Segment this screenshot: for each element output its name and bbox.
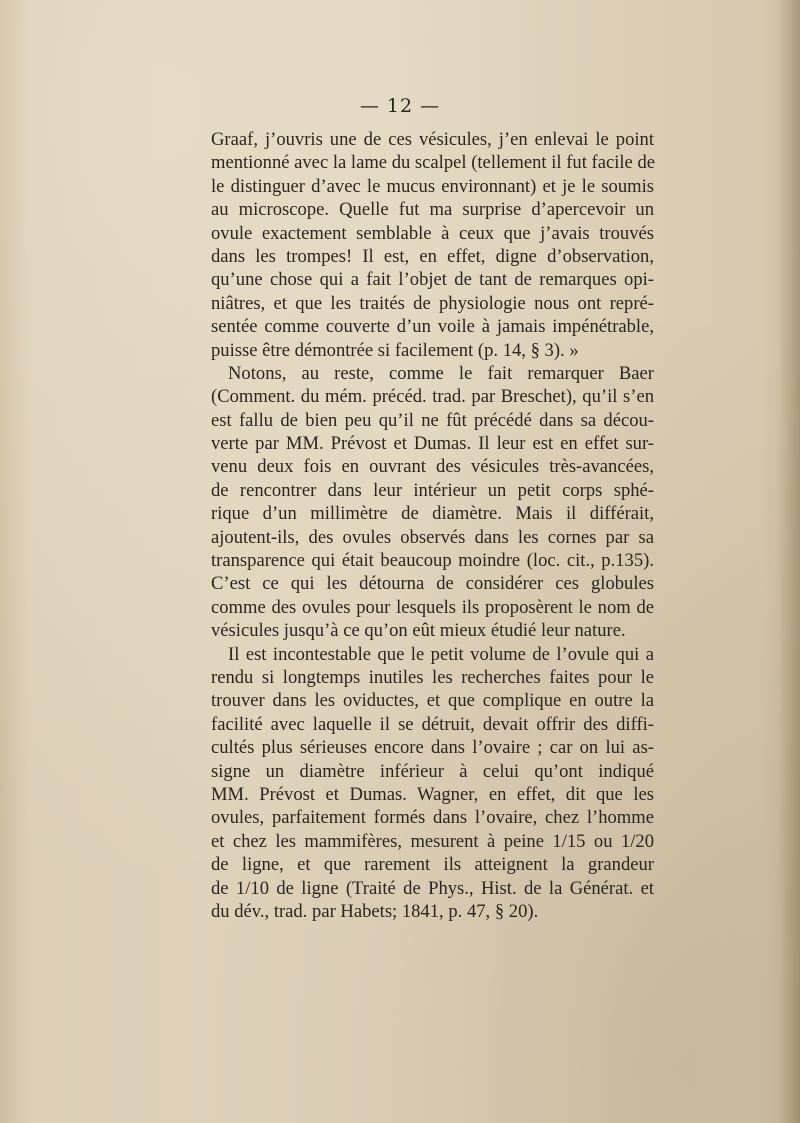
text-line: rique d’un millimètre de diamètre. Mais il différait, xyxy=(211,503,654,525)
text-line: transparence qui était beaucoup moindre (loc. cit., p.135). xyxy=(211,550,654,572)
text-line: ovules, parfaitement formés dans l’ovaire, chez l’homme xyxy=(211,807,654,829)
text-line: du dév., trad. par Habets; 1841, p. 47, § 20). xyxy=(211,900,539,922)
text-line: sentée comme couverte d’un voile à jamais impénétrable, xyxy=(211,316,654,338)
paragraph-start-line: Il est incontestable que le petit volume de l’ovule qui a xyxy=(228,643,654,665)
text-line: verte par MM. Prévost et Dumas. Il leur est en effet sur- xyxy=(211,433,654,455)
text-line: facilité avec laquelle il se détruit, devait offrir des diffi- xyxy=(211,713,654,735)
page-number: — 12 — xyxy=(359,95,441,117)
text-line: de 1/10 de ligne (Traité de Phys., Hist. de la Générat. et xyxy=(211,877,654,899)
text-line: ovule exactement semblable à ceux que j’avais trouvés xyxy=(211,222,654,244)
text-line: trouver dans les oviductes, et que complique en outre la xyxy=(211,690,654,712)
text-line: et chez les mammifères, mesurent à peine 1/15 ou 1/20 xyxy=(211,830,654,852)
text-line: (Comment. du mém. précéd. trad. par Breschet), qu’il s’en xyxy=(211,386,654,408)
text-line: dans les trompes! Il est, en effet, digne d’observation, xyxy=(211,245,654,267)
text-line: rendu si longtemps inutiles les recherches faites pour le xyxy=(211,666,654,688)
text-line: puisse être démontrée si facilement (p. 14, § 3). » xyxy=(211,339,579,361)
text-line: au microscope. Quelle fut ma surprise d’apercevoir un xyxy=(211,199,654,221)
text-line: est fallu de bien peu qu’il ne fût précédé dans sa décou- xyxy=(211,409,654,431)
text-line: vésicules jusqu’à ce qu’on eût mieux étudié leur nature. xyxy=(211,620,626,642)
text-line: qu’une chose qui a fait l’objet de tant de remarques opi- xyxy=(211,269,654,291)
page-shadow xyxy=(778,0,800,1123)
text-line: ajoutent-ils, des ovules observés dans les cornes par sa xyxy=(211,526,654,548)
text-line: cultés plus sérieuses encore dans l’ovaire ; car on lui as- xyxy=(211,737,654,759)
text-line: signe un diamètre inférieur à celui qu’ont indiqué xyxy=(211,760,654,782)
text-line: de ligne, et que rarement ils atteignent la grandeur xyxy=(211,854,654,876)
text-line: Graaf, j’ouvris une de ces vésicules, j’en enlevai le point xyxy=(211,129,654,150)
paragraph-start-line: Notons, au reste, comme le fait remarquer Baer xyxy=(228,362,654,384)
text-line: comme des ovules pour lesquels ils proposèrent le nom de xyxy=(211,596,654,618)
text-line: mentionné avec la lame du scalpel (tellement il fut facile de xyxy=(211,152,655,174)
text-line: de rencontrer dans leur intérieur un petit corps sphé- xyxy=(211,479,654,501)
text-line: MM. Prévost et Dumas. Wagner, en effet, dit que les xyxy=(211,783,654,805)
text-line: C’est ce qui les détourna de considérer ces globules xyxy=(211,573,654,595)
text-line: le distinguer d’avec le mucus environnant) et je le soumis xyxy=(211,175,654,197)
text-line: venu deux fois en ouvrant des vésicules très-avancées, xyxy=(211,456,654,478)
body-text xyxy=(211,128,654,923)
text-line: niâtres, et que les traités de physiologie nous ont repré- xyxy=(211,292,654,314)
